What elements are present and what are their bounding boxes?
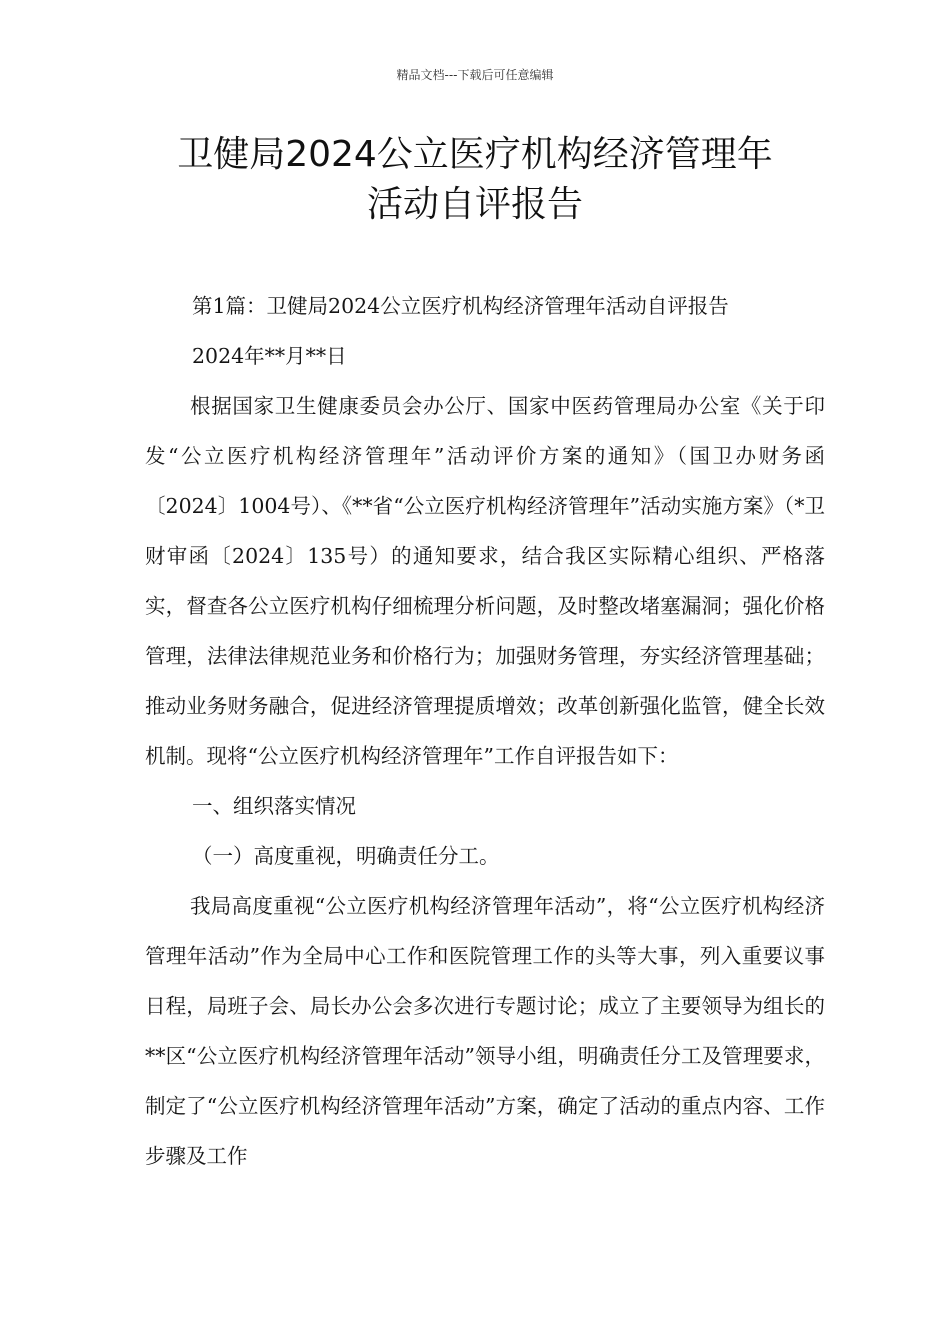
header-note: 精品文档---下载后可任意编辑 xyxy=(396,68,554,82)
paragraph-body: 我局高度重视“公立医疗机构经济管理年活动”，将“公立医疗机构经济管理年活动”作为全局中心工作和医院管理工作的头等大事，列入重要议事日程，局班子会、局长办公会多次进行专题讨论；成立了主要领导为组长的**区“公立医疗机构经济管理年活动”领导小组，明确责任分工及管理要求，制定了“公立医疗机构经济管理年活动”方案，确定了活动的重点内容、工作步骤及工作 xyxy=(145,894,825,1168)
section-heading: 一、组织落实情况 xyxy=(192,794,356,818)
subsection-heading: （一）高度重视，明确责任分工。 xyxy=(192,844,500,868)
document-body xyxy=(145,281,825,1181)
document-title-line1: 卫健局2024公立医疗机构经济管理年 xyxy=(177,134,773,175)
paragraph-intro: 根据国家卫生健康委员会办公厅、国家中医药管理局办公室《关于印发“公立医疗机构经济管理年”活动评价方案的通知》（国卫办财务函〔2024〕1004号）、《**省“公立医疗机构经济管理年”活动实施方案》（*卫财审函〔2024〕135号）的通知要求，结合我区实际精心组织、严格落实，督查各公立医疗机构仔细梳理分析问题，及时整改堵塞漏洞；强化价格管理，法律法律规范业务和价格行为；加强财务管理，夯实经济管理基础；推动业务财务融合，促进经济管理提质增效；改革创新强化监管，健全长效机制。现将“公立医疗机构经济管理年”工作自评报告如下： xyxy=(145,394,825,768)
document-subtitle: 第1篇：卫健局2024公立医疗机构经济管理年活动自评报告 xyxy=(192,294,729,318)
document-title-line2: 活动自评报告 xyxy=(366,184,583,225)
document-title xyxy=(120,130,830,230)
document-date: 2024年**月**日 xyxy=(192,344,347,368)
